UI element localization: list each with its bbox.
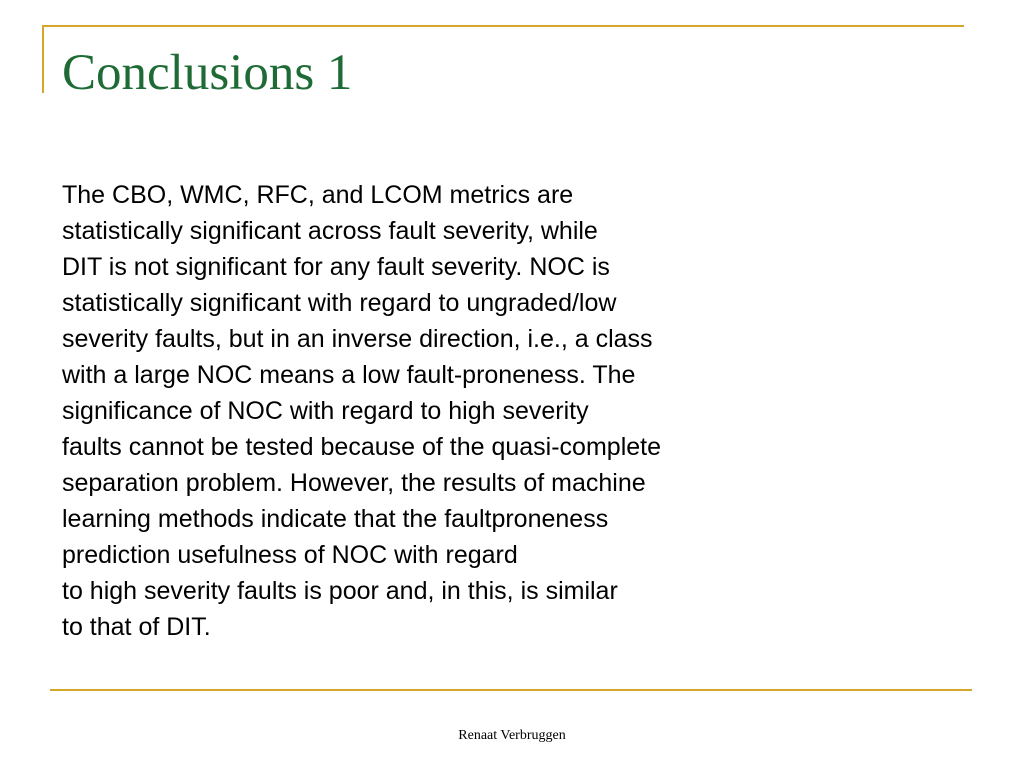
body-line: faults cannot be tested because of the quasi-complete: [62, 433, 661, 461]
bottom-accent-rule: [50, 689, 972, 691]
body-line: learning methods indicate that the faultproneness: [62, 505, 609, 533]
body-line: to high severity faults is poor and, in this, is similar: [62, 577, 618, 605]
body-line: with a large NOC means a low fault-proneness. The: [62, 361, 636, 389]
body-line: statistically significant with regard to ungraded/low: [62, 289, 617, 317]
footer-author: Renaat Verbruggen: [458, 728, 566, 743]
top-accent-rule: [42, 25, 964, 27]
left-accent-rule: [42, 25, 44, 93]
slide-body: [62, 177, 822, 645]
body-line: severity faults, but in an inverse direction, i.e., a class: [62, 325, 653, 353]
body-line: statistically significant across fault severity, while: [62, 217, 598, 245]
body-line: prediction usefulness of NOC with regard: [62, 541, 518, 569]
body-line: The CBO, WMC, RFC, and LCOM metrics are: [62, 181, 574, 209]
body-line: DIT is not significant for any fault severity. NOC is: [62, 253, 610, 281]
body-line: separation problem. However, the results of machine: [62, 469, 646, 497]
body-line: significance of NOC with regard to high severity: [62, 397, 589, 425]
body-line: to that of DIT.: [62, 613, 211, 641]
slide-title: Conclusions 1: [62, 45, 353, 101]
